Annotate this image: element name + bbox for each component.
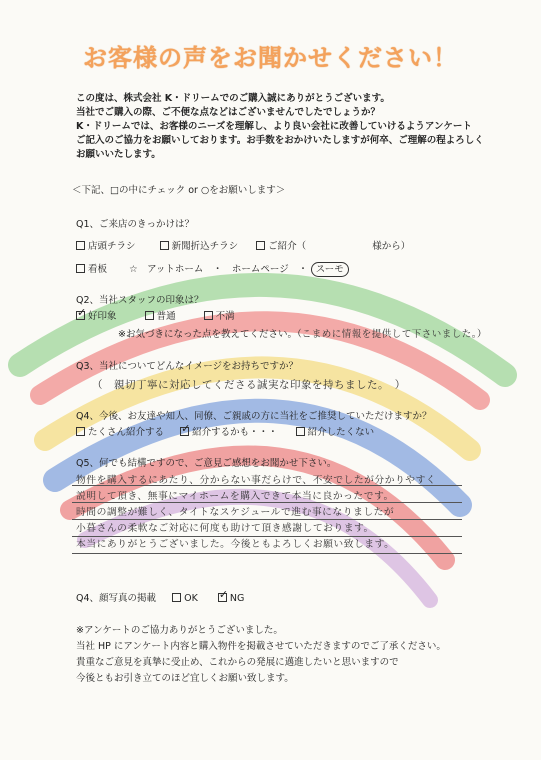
q1-opt2-label: 新聞折込チラシ bbox=[171, 241, 239, 252]
q2-opt3-label: 不満 bbox=[215, 311, 235, 322]
q6-ng-checkbox-checked[interactable] bbox=[218, 588, 229, 602]
q2-opt1-checkbox-checked[interactable] bbox=[76, 306, 87, 320]
closing-line-1: ※アンケートのご協力ありがとうございました。 bbox=[76, 625, 283, 636]
q4-row bbox=[76, 422, 375, 439]
check-mark-icon: ✓ bbox=[77, 306, 87, 319]
q1-opt2-checkbox[interactable] bbox=[160, 241, 169, 250]
q4-opt2-checkbox-checked[interactable] bbox=[180, 422, 191, 436]
q2-note-handwritten: こまめに情報を提供して下さいました。 bbox=[301, 329, 477, 340]
q1-opt6-circled[interactable]: スーモ bbox=[311, 262, 349, 277]
q2-opt2-checkbox[interactable] bbox=[145, 311, 154, 320]
page-title: お客様の声をお聞かせください！ bbox=[83, 44, 458, 72]
q2-opt2-label: 普通 bbox=[156, 311, 176, 322]
q1-opt4-checkbox[interactable] bbox=[76, 264, 85, 273]
q6-ok-checkbox[interactable] bbox=[172, 593, 181, 602]
check-mark-icon: ✓ bbox=[218, 588, 229, 601]
q4-opt1-label: たくさん紹介する bbox=[88, 427, 165, 438]
q5-question: Q5、何でも結構ですので、ご意見ご感想をお聞かせ下さい。 bbox=[76, 458, 337, 469]
check-mark-icon: ✓ bbox=[181, 422, 191, 435]
q4-opt3-label: 紹介したくない bbox=[307, 427, 375, 438]
intro-line-1: この度は、株式会社 K・ドリームでのご購入誠にありがとうございます。 bbox=[76, 93, 390, 104]
q1-opt3-label: ご紹介（ bbox=[268, 241, 307, 252]
q1-question: Q1、ご来店のきっかけは？ bbox=[76, 219, 195, 230]
q1-opt1-label: 店頭チラシ bbox=[88, 241, 136, 252]
q5-answer-line-4: 小暮さんの柔軟なご対応に何度も助けて頂き感謝しております。 bbox=[76, 523, 374, 534]
q1-opt3-checkbox[interactable] bbox=[256, 241, 265, 250]
q1-opt5-label: ☆ アットホーム ・ ホームページ ・ bbox=[129, 264, 308, 275]
q5-answer-line-3: 時間の調整が難しく、タイトなスケジュールで進む事になりましたが bbox=[76, 507, 395, 518]
intro-line-2: 当社でご購入の際、ご不便な点などはございませんでしたでしょうか？ bbox=[76, 107, 381, 118]
q6-ng-label: NG bbox=[229, 593, 245, 604]
instruction: ＜下記、□の中にチェック or ○をお願いします＞ bbox=[72, 185, 286, 196]
q6-question: Q4、顔写真の掲載 bbox=[76, 593, 157, 604]
q1-opt3-suffix: 様から） bbox=[372, 241, 411, 252]
q3-answer-handwritten: （ 親切丁寧に対応してくださる誠実な印象を持ちました。 ） bbox=[92, 379, 406, 391]
q1-row-2 bbox=[76, 262, 349, 277]
q5-answer-line-5: 本当にありがとうございました。今後ともよろしくお願い致します。 bbox=[76, 539, 395, 550]
q2-note-row bbox=[118, 328, 487, 341]
q4-opt2-label: 紹介するかも・・・ bbox=[192, 427, 278, 438]
q2-opt3-checkbox[interactable] bbox=[204, 311, 213, 320]
q4-question: Q4、今後、お友達や知人、同僚、ご親戚の方に当社をご推奨していただけますか？ bbox=[76, 411, 432, 422]
q6-row bbox=[76, 588, 245, 605]
intro-line-3: K・ドリームでは、お客様のニーズを理解し、より良い会社に改善していけるようアンケート bbox=[76, 121, 472, 132]
q2-row bbox=[76, 306, 235, 323]
q2-note-label: ※お気づきになった点を教えてください。（ bbox=[118, 329, 302, 340]
q4-opt3-checkbox[interactable] bbox=[296, 427, 305, 436]
q2-note-end: ） bbox=[476, 329, 487, 340]
q5-answer-line-1: 物件を購入するにあたり、分からない事だらけで、不安でしたが分かりやすく bbox=[76, 475, 437, 486]
closing-line-4: 今後ともお引き立てのほど宜しくお願い致します。 bbox=[76, 673, 294, 684]
intro-line-5: お願いいたします。 bbox=[76, 149, 161, 160]
closing-line-3: 貴重なご意見を真摯に受止め、これからの発展に邁進したいと思いますので bbox=[76, 657, 399, 668]
q2-opt1-label: 好印象 bbox=[88, 311, 117, 322]
q2-question: Q2、当社スタッフの印象は？ bbox=[76, 295, 204, 306]
q1-row-1 bbox=[76, 240, 410, 253]
q4-opt1-checkbox[interactable] bbox=[76, 427, 85, 436]
closing-line-2: 当社 HP にアンケート内容と購入物件を掲載させていただきますのでご了承ください。 bbox=[76, 641, 446, 652]
q3-question: Q3、当社についてどんなイメージをお持ちですか？ bbox=[76, 361, 298, 372]
q1-opt1-checkbox[interactable] bbox=[76, 241, 85, 250]
intro-line-4: ご記入のご協力をお願いしております。お手数をおかけいたしますが何卒、ご理解の程よろしく bbox=[76, 135, 484, 146]
q6-ok-label: OK bbox=[184, 593, 198, 604]
q5-answer-line-2: 説明して頂き、無事にマイホームを購入できて本当に良かったです。 bbox=[76, 491, 394, 502]
q1-opt4-label: 看板 bbox=[88, 264, 108, 275]
